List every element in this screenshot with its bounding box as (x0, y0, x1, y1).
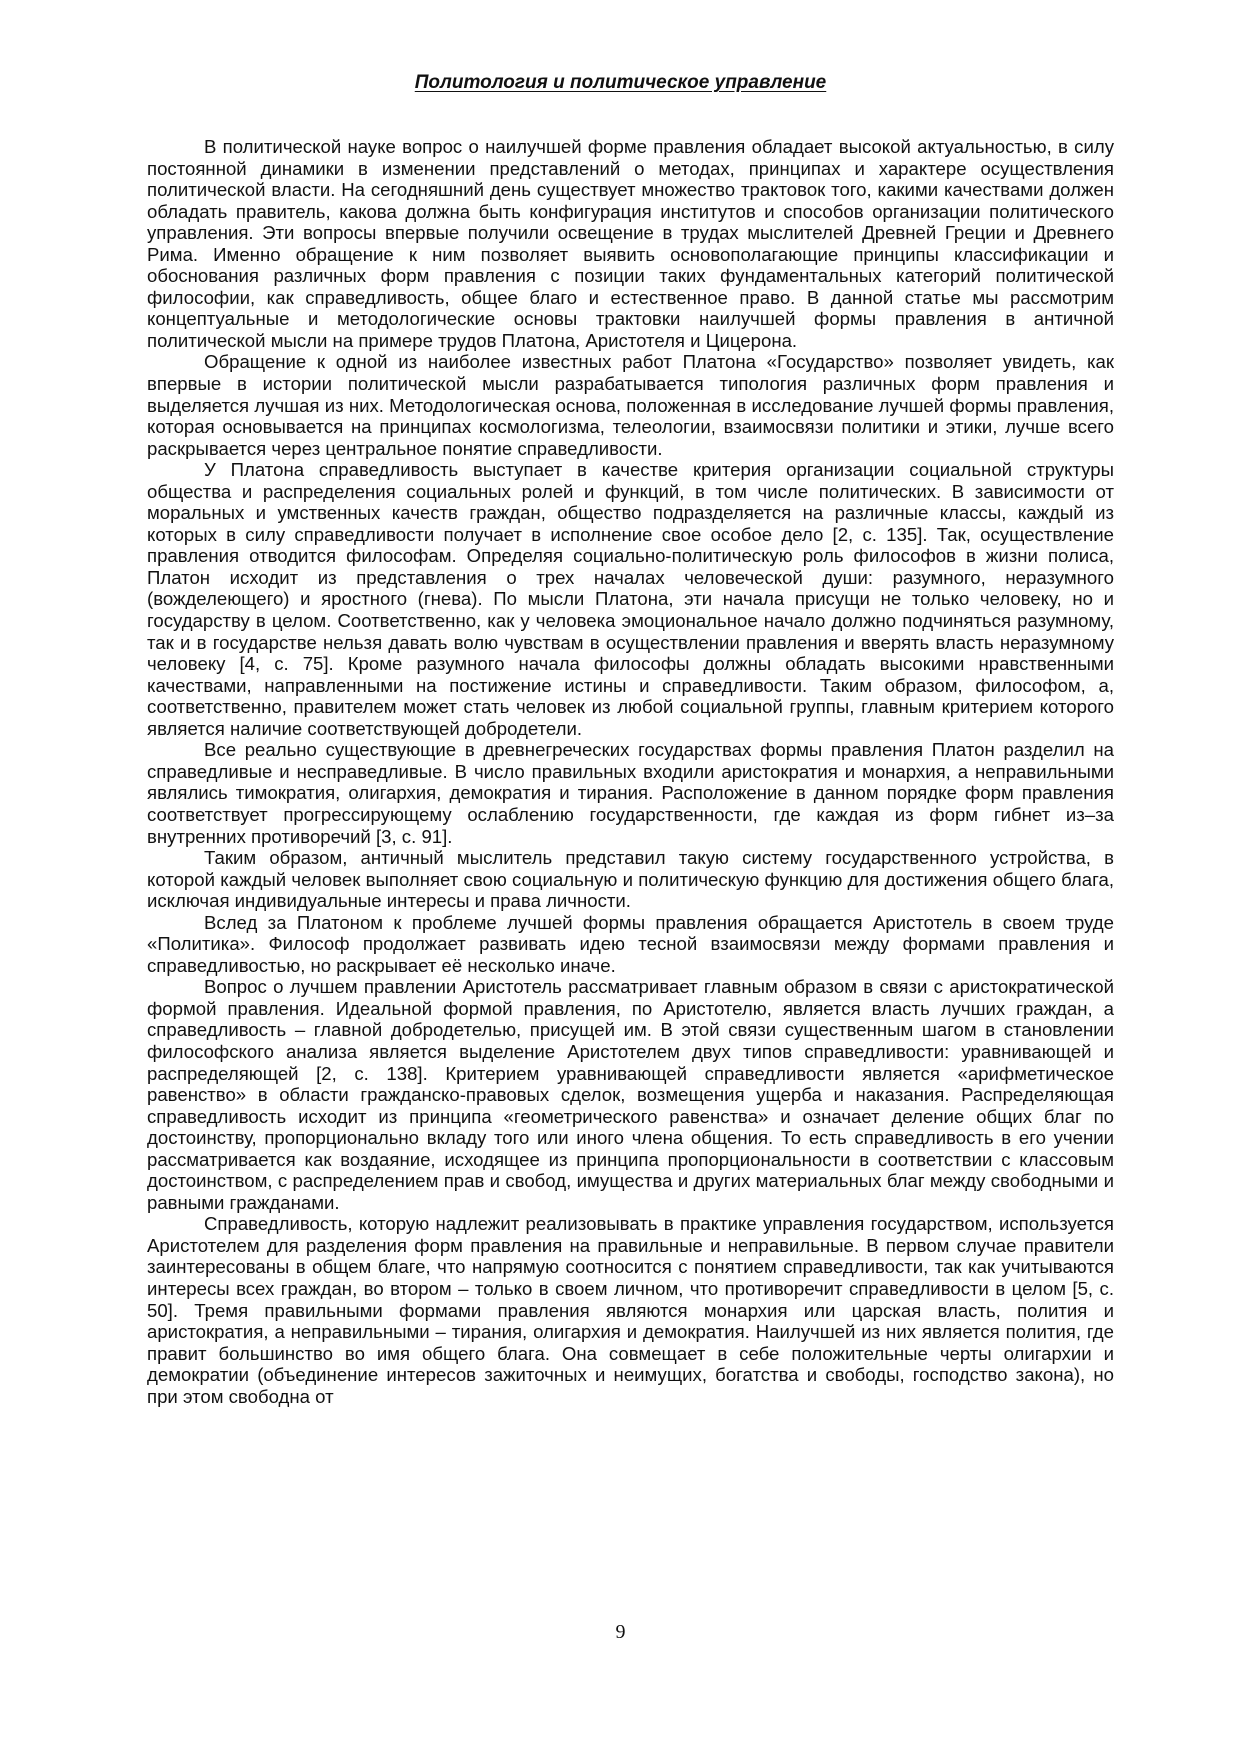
paragraph: Обращение к одной из наиболее известных работ Платона «Государство» позволяет увидеть, как впервые в истории политической мысли разрабатывается типология различных форм правления и выделяется лучшая из них. Методологическая основа, положенная в исследование лучшей формы правления, которая основывается на принципах космологизма, телеологии, взаимосвязи политики и этики, лучше всего раскрывается через центральное понятие справедливости. (147, 351, 1114, 459)
paragraph: Вслед за Платоном к проблеме лучшей формы правления обращается Аристотель в своем труде «Политика». Философ продолжает развивать идею тесной взаимосвязи между формами правления и справедливостью, но раскрывает её несколько иначе. (147, 911, 1114, 976)
page-number: 9 (615, 1621, 626, 1643)
paragraph: Все реально существующие в древнегреческих государствах формы правления Платон разделил на справедливые и несправедливые. В число правильных входили аристократия и монархия, а неправильными являлись тимократия, олигархия, демократия и тирания. Расположение в данном порядке форм правления соответствует прогрессирующему ослаблению государственности, где каждая из форм гибнет из–за внутренних противоречий [3, с. 91]. (147, 739, 1114, 847)
paragraph: Вопрос о лучшем правлении Аристотель рассматривает главным образом в связи с аристократической формой правления. Идеальной формой правления, по Аристотелю, является власть лучших граждан, а справедливость – главной добродетелью, присущей им. В этой связи существенным шагом в становлении философского анализа является выделение Аристотелем двух типов справедливости: уравнивающей и распределяющей [2, с. 138]. Критерием уравнивающей справедливости является «арифметическое равенство» в области гражданско-правовых сделок, возмещения ущерба и наказания. Распределяющая справедливость исходит из принципа «геометрического равенства» и означает деление общих благ по достоинству, пропорционально вкладу того или иного члена общения. То есть справедливость в его учении рассматривается как воздаяние, исходящее из принципа пропорциональности в соответствии с классовым достоинством, с распределением прав и свобод, имущества и других материальных благ между свободными и равными гражданами. (147, 976, 1114, 1213)
paragraph: Справедливость, которую надлежит реализовывать в практике управления государством, используется Аристотелем для разделения форм правления на правильные и неправильные. В первом случае правители заинтересованы в общем благе, что напрямую соотносится с понятием справедливости, так как учитываются интересы всех граждан, во втором – только в своем личном, что противоречит справедливости в целом [5, с. 50]. Тремя правильными формами правления являются монархия или царская власть, полития и аристократия, а неправильными – тирания, олигархия и демократия. Наилучшей из них является полития, где правит большинство во имя общего блага. Она совмещает в себе положительные черты олигархии и демократии (объединение интересов зажиточных и неимущих, богатства и свободы, господство закона), но при этом свободна от (147, 1213, 1114, 1407)
paragraph: У Платона справедливость выступает в качестве критерия организации социальной структуры общества и распределения социальных ролей и функций, в том числе политических. В зависимости от моральных и умственных качеств граждан, общество подразделяется на различные классы, каждый из которых в силу справедливости получает в исполнение свое особое дело [2, с. 135]. Так, осуществление правления отводится философам. Определяя социально-политическую роль философов в жизни полиса, Платон исходит из представления о трех началах человеческой души: разумного, неразумного (вожделеющего) и яростного (гнева). По мысли Платона, эти начала присущи не только человеку, но и государству в целом. Соответственно, как у человека эмоциональное начало должно подчиняться разумному, так и в государстве нельзя давать волю чувствам в осуществлении правления и вверять власть неразумному человеку [4, с. 75]. Кроме разумного начала философы должны обладать высокими нравственными качествами, направленными на постижение истины и справедливости. Таким образом, философом, а, соответственно, правителем может стать человек из любой социальной группы, главным критерием которого является наличие соответствующей добродетели. (147, 459, 1114, 739)
running-header: Политология и политическое управление (414, 72, 827, 93)
paragraph: Таким образом, античный мыслитель представил такую систему государственного устройства, в которой каждый человек выполняет свою социальную и политическую функцию для достижения общего блага, исключая индивидуальные интересы и права личности. (147, 847, 1114, 912)
article-body (147, 136, 1114, 1407)
paragraph: В политической науке вопрос о наилучшей форме правления обладает высокой актуальностью, в силу постоянной динамики в изменении представлений о методах, принципах и характере осуществления политической власти. На сегодняшний день существует множество трактовок того, какими качествами должен обладать правитель, какова должна быть конфигурация институтов и способов организации политического управления. Эти вопросы впервые получили освещение в трудах мыслителей Древней Греции и Древнего Рима. Именно обращение к ним позволяет выявить основополагающие принципы классификации и обоснования различных форм правления с позиции таких фундаментальных категорий политической философии, как справедливость, общее благо и естественное право. В данной статье мы рассмотрим концептуальные и методологические основы трактовки наилучшей формы правления в античной политической мысли на примере трудов Платона, Аристотеля и Цицерона. (147, 136, 1114, 351)
